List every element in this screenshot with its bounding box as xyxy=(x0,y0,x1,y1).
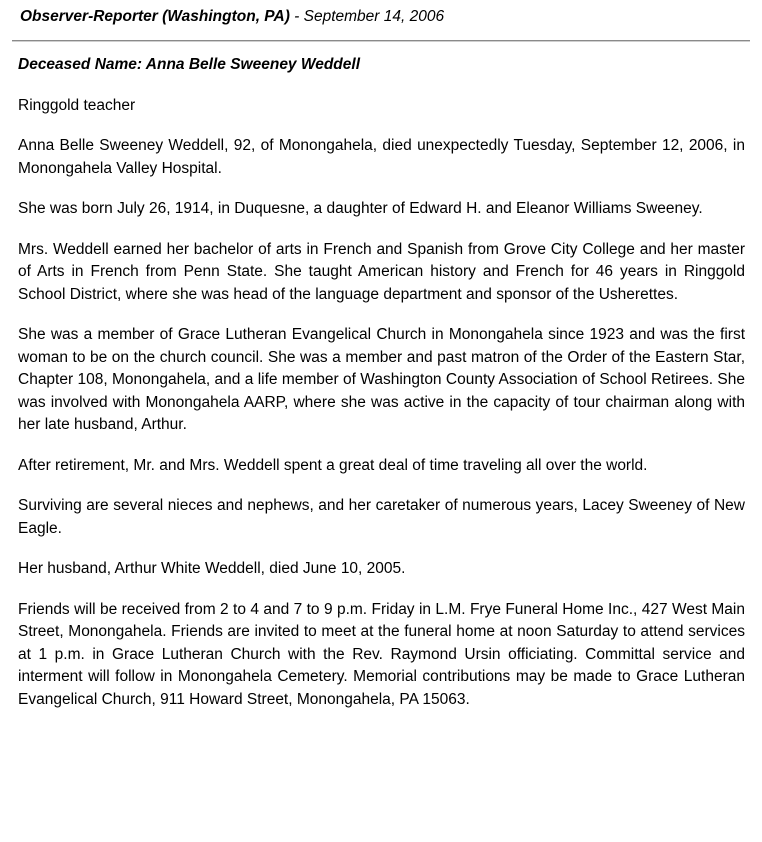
paragraph-birth: She was born July 26, 1914, in Duquesne, a daughter of Edward H. and Eleanor Williams Sweeney. xyxy=(18,200,703,217)
obituary-body xyxy=(18,54,745,729)
publication-header xyxy=(20,8,444,26)
publication-date: September 14, 2006 xyxy=(303,8,445,25)
paragraph-death-notice: Anna Belle Sweeney Weddell, 92, of Monongahela, died unexpectedly Tuesday, September 12, 2006, in Monongahela Valley Hospital. xyxy=(18,137,745,177)
paragraph-memberships: She was a member of Grace Lutheran Evangelical Church in Monongahela since 1923 and was the first woman to be on the church council. She was a member and past matron of the Order of the Eastern Star, Chapter 108, Monongahela, and a life member of Washington County Association of School Retirees. She was involved with Monongahela AARP, where she was active in the capacity of tour chairman along with her late husband, Arthur. xyxy=(18,326,745,433)
paragraph-retirement: After retirement, Mr. and Mrs. Weddell spent a great deal of time traveling all over the world. xyxy=(18,456,648,474)
paragraph-services: Friends will be received from 2 to 4 and 7 to 9 p.m. Friday in L.M. Frye Funeral Home Inc., 427 West Main Street, Monongahela. Friends are invited to meet at the funeral home at noon Saturday to attend services at 1 p.m. in Grace Lutheran Church with the Rev. Raymond Ursin officiating. Committal service and interment will follow in Monongahela Cemetery. Memorial contributions may be made to Grace Lutheran Evangelical Church, 911 Howard Street, Monongahela, PA 15063. xyxy=(18,600,745,708)
header-separator: - xyxy=(289,8,304,25)
deceased-name: Deceased Name: Anna Belle Sweeney Weddell xyxy=(18,56,360,73)
paragraph-education-career: Mrs. Weddell earned her bachelor of arts in French and Spanish from Grove City College and her master of Arts in French from Penn State. She taught American history and French for 46 years in Ringgold School District, where she was head of the language department and sponsor of the Usherettes. xyxy=(18,240,745,303)
paragraph-survivors: Surviving are several nieces and nephews, and her caretaker of numerous years, Lacey Sweeney of New Eagle. xyxy=(18,497,745,537)
publication-name: Observer-Reporter (Washington, PA) xyxy=(20,8,290,25)
header-divider xyxy=(12,40,750,42)
obituary-subtitle: Ringgold teacher xyxy=(18,96,136,114)
paragraph-predeceased: Her husband, Arthur White Weddell, died June 10, 2005. xyxy=(18,560,406,577)
